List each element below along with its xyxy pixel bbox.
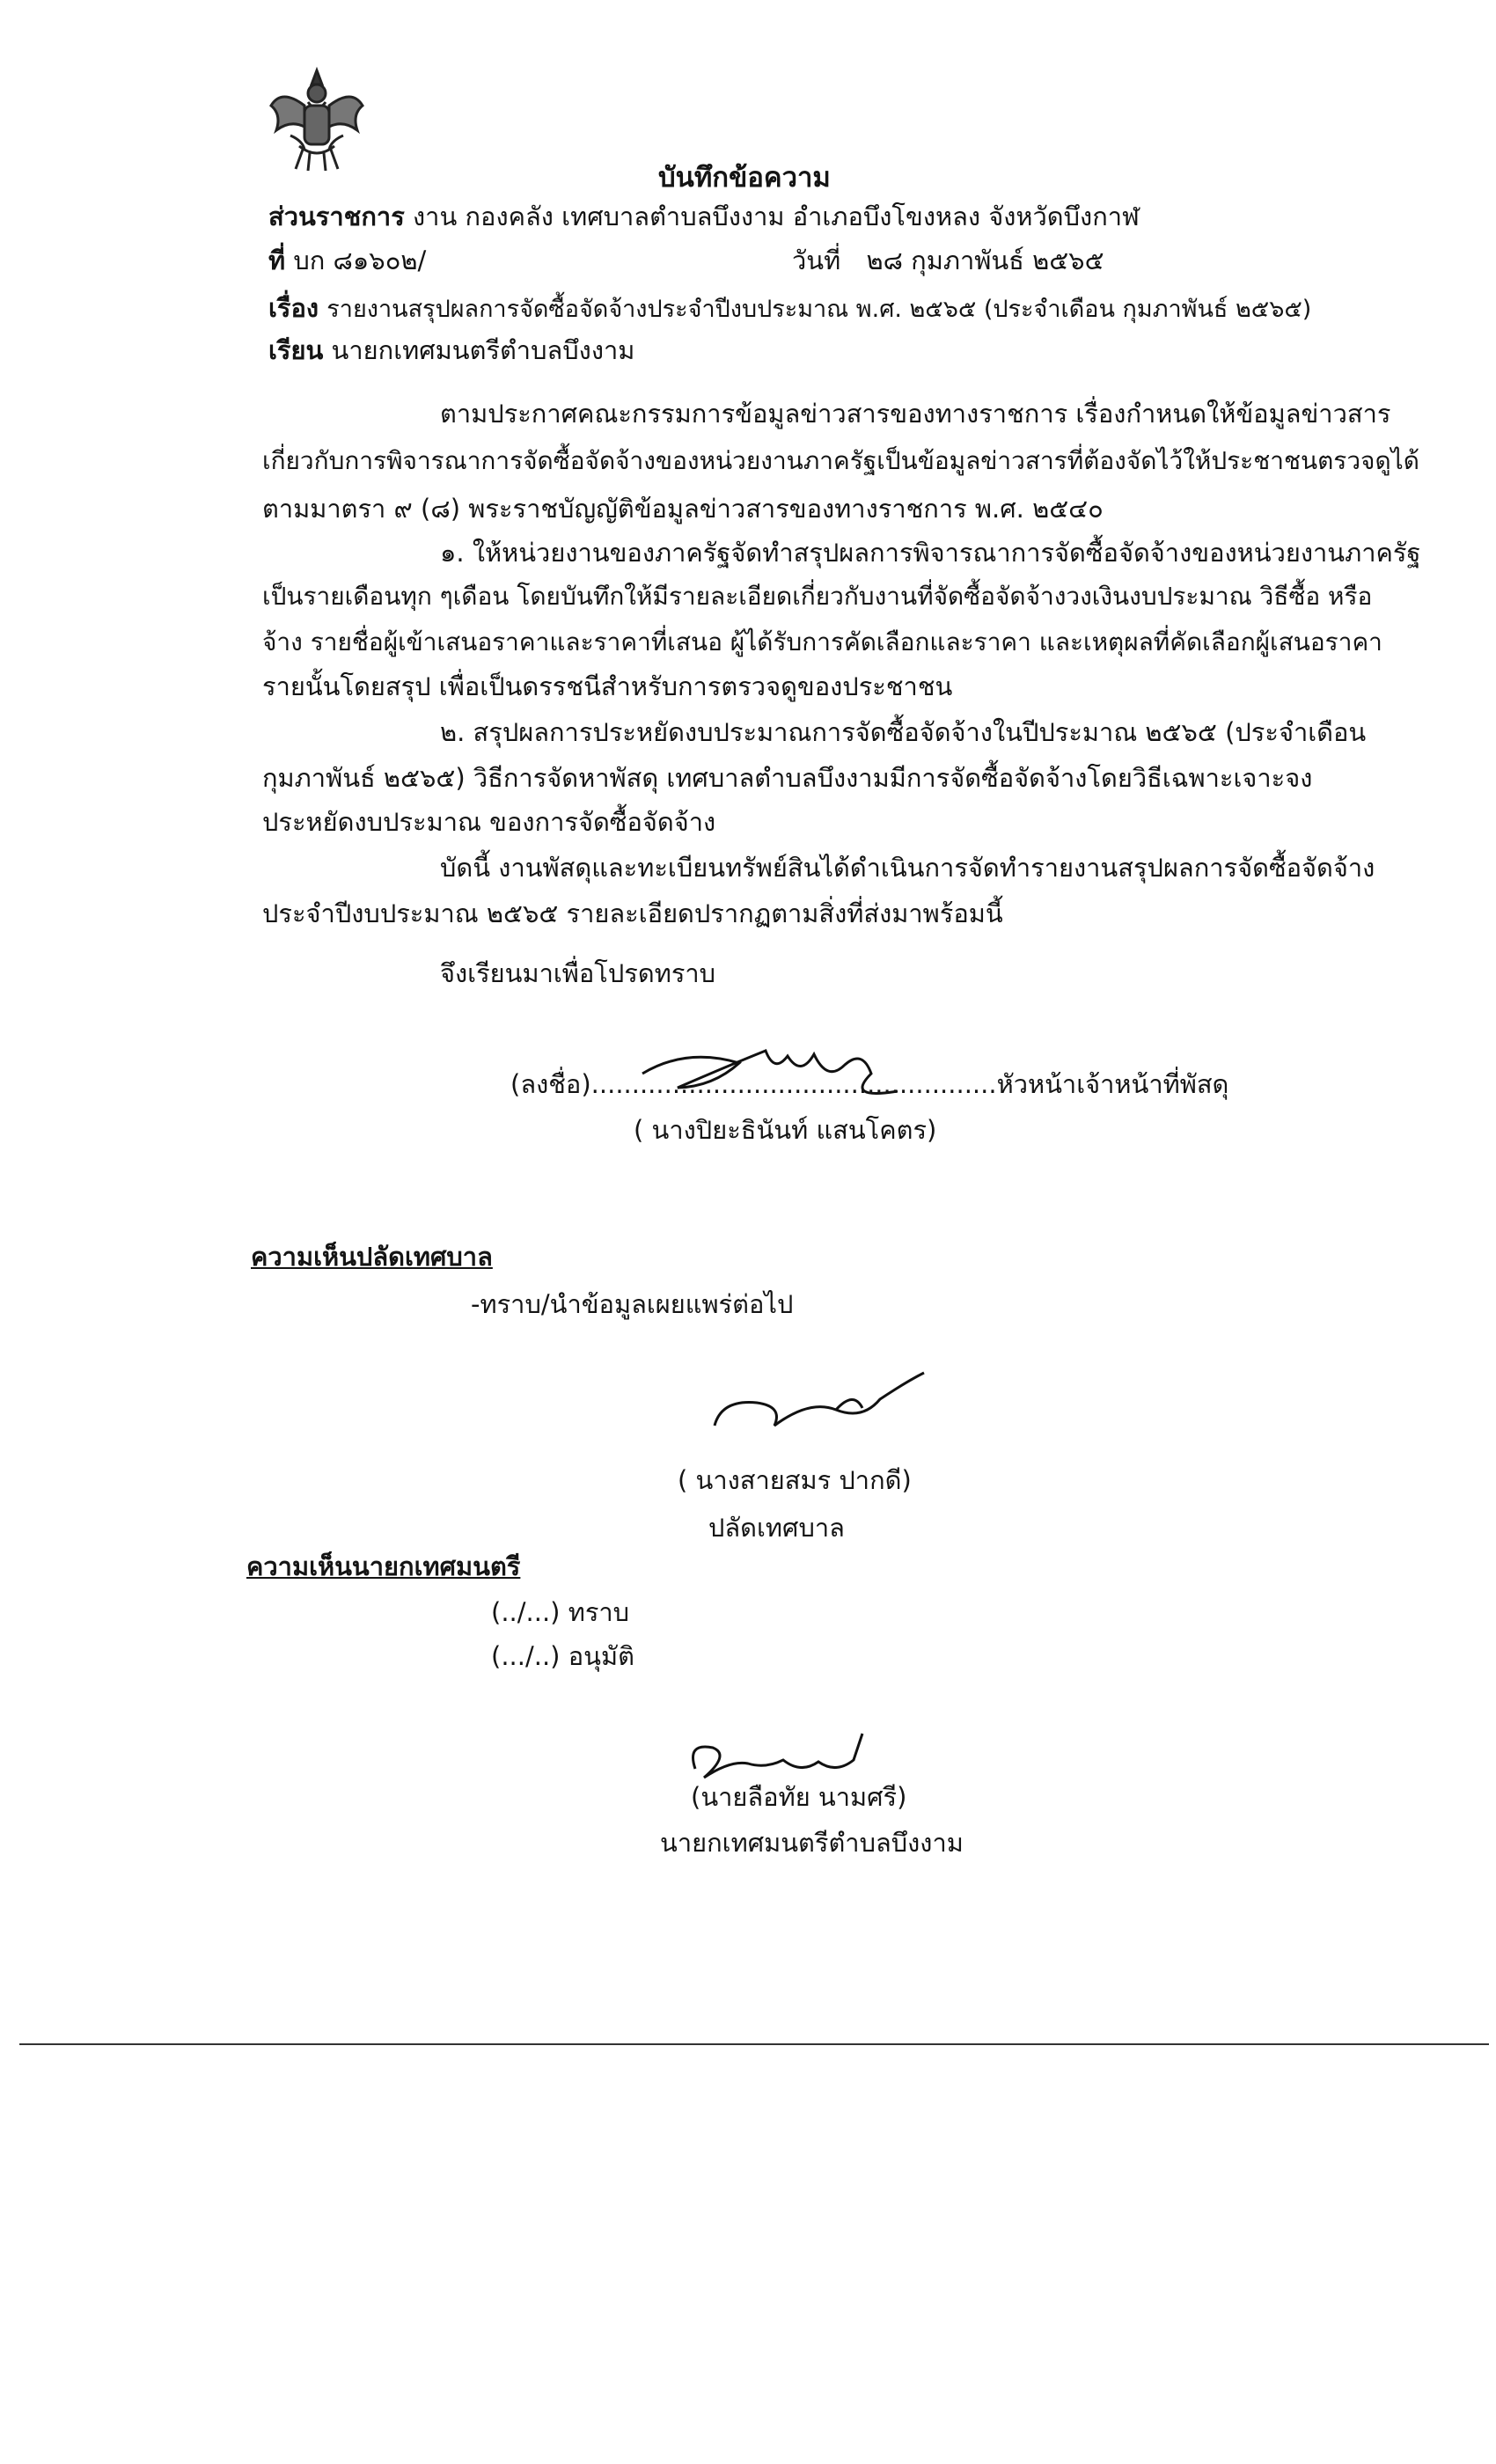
p2-line-4: รายนั้นโดยสรุป เพื่อเป็นดรรชนีสำหรับการตรวจดูของประชาชน [262, 671, 953, 701]
office-label: ส่วนราชการ [268, 202, 405, 231]
date-row [792, 243, 1104, 278]
date-value: ๒๘ กุมภาพันธ์ ๒๕๖๕ [866, 246, 1104, 275]
ref-value: บก ๘๑๖๐๒/ [293, 246, 427, 275]
p4-line-1: บัดนี้ งานพัสดุและทะเบียนทรัพย์สินได้ดำเนินการจัดทำรายงานสรุปผลการจัดซื้อจัดจ้าง [440, 853, 1375, 883]
opinion2-option-2: (.../..) อนุมัติ [491, 1641, 634, 1671]
page-border-line [19, 2043, 1489, 2045]
opinion2-name: (นายลือทัย นามศรี) [691, 1782, 907, 1812]
office-row [268, 199, 1140, 234]
to-row [268, 333, 634, 368]
p1-line-3: ตามมาตรา ๙ (๘) พระราชบัญญัติข้อมูลข่าวสารของทางราชการ พ.ศ. ๒๕๔๐ [262, 494, 1104, 524]
opinion1-text: -ทราบ/นำข้อมูลเผยแพร่ต่อไป [471, 1289, 794, 1319]
to-label: เรียน [268, 335, 324, 365]
opinion2-heading: ความเห็นนายกเทศมนตรี [246, 1551, 521, 1581]
p2-line-3: จ้าง รายชื่อผู้เข้าเสนอราคาและราคาที่เสนอ ผู้ได้รับการคัดเลือกและราคา และเหตุผลที่คัดเลือกผู้เสนอราคา [262, 627, 1382, 656]
p3-line-2: กุมภาพันธ์ ๒๕๖๕) วิธีการจัดหาพัสดุ เทศบาลตำบลบึงงามมีการจัดซื้อจัดจ้างโดยวิธีเฉพาะเจาะจง [262, 763, 1313, 793]
p3-line-1: ๒. สรุปผลการประหยัดงบประมาณการจัดซื้อจัดจ้างในปีประมาณ ๒๕๖๕ (ประจำเดือน [440, 717, 1367, 747]
p2-line-1: ๑. ให้หน่วยงานของภาครัฐจัดทำสรุปผลการพิจารณาการจัดซื้อจัดจ้างของหน่วยงานภาครัฐ [440, 538, 1421, 568]
p1-line-1: ตามประกาศคณะกรรมการข้อมูลข่าวสารของทางราชการ เรื่องกำหนดให้ข้อมูลข่าวสาร [440, 399, 1391, 429]
p3-line-3: ประหยัดงบประมาณ ของการจัดซื้อจัดจ้าง [262, 807, 716, 837]
garuda-emblem-icon [264, 62, 370, 176]
opinion1-name: ( นางสายสมร ปากดี) [678, 1465, 912, 1495]
to-value: นายกเทศมนตรีตำบลบึงงาม [331, 335, 635, 365]
subject-label: เรื่อง [268, 293, 319, 323]
opinion2-position: นายกเทศมนตรีตำบลบึงงาม [660, 1828, 964, 1858]
date-label: วันที่ [792, 246, 841, 275]
opinion2-option-1: (../...) ทราบ [491, 1597, 630, 1627]
office-value: งาน กองคลัง เทศบาลตำบลบึงงาม อำเภอบึงโขงหลง จังหวัดบึงกาฬ [413, 202, 1140, 231]
closing-text: จึงเรียนมาเพื่อโปรดทราบ [440, 958, 716, 988]
p2-line-2: เป็นรายเดือนทุก ๆเดือน โดยบันทึกให้มีรายละเอียดเกี่ยวกับงานที่จัดซื้อจัดจ้างวงเงินงบประมาณ วิธีซื้อ หรือ [262, 582, 1373, 611]
sign1-name: ( นางปิยะธินันท์ แสนโคตร) [634, 1115, 937, 1145]
p4-line-2: ประจำปีงบประมาณ ๒๕๖๕ รายละเอียดปรากฏตามสิ่งที่ส่งมาพร้อมนี้ [262, 898, 1003, 928]
subject-value: รายงานสรุปผลการจัดซื้อจัดจ้างประจำปีงบประมาณ พ.ศ. ๒๕๖๕ (ประจำเดือน กุมภาพันธ์ ๒๕๖๕) [326, 296, 1312, 323]
ref-label: ที่ [268, 246, 286, 275]
subject-row [268, 290, 1311, 327]
p1-line-2: เกี่ยวกับการพิจารณาการจัดซื้อจัดจ้างของหน่วยงานภาครัฐเป็นข้อมูลข่าวสารที่ต้องจัดไว้ให้ประชาชนตรวจดูได้ [262, 446, 1419, 475]
ref-row [268, 243, 426, 278]
opinion1-heading: ความเห็นปลัดเทศบาล [251, 1242, 493, 1272]
memo-title: บันทึกข้อความ [658, 162, 831, 194]
opinion1-position: ปลัดเทศบาล [708, 1513, 845, 1543]
signature-2 [704, 1364, 933, 1443]
sign1-line: (ลงชื่อ)..................................................หัวหน้าเจ้าหน้าที่พัสดุ [510, 1069, 1229, 1099]
